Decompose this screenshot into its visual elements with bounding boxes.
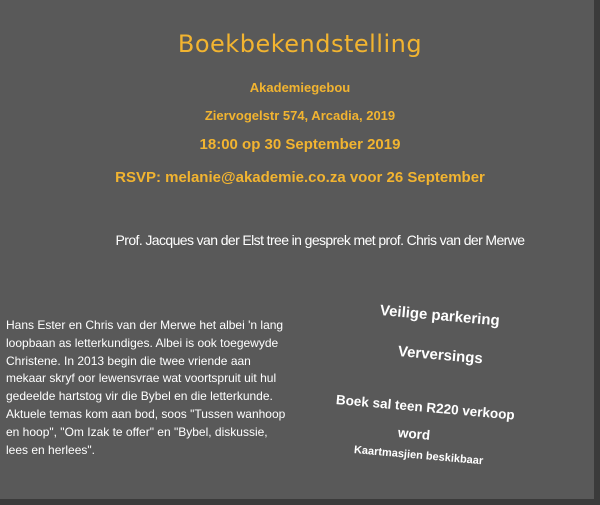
- venue: Akademiegebou: [249, 80, 351, 95]
- book-description: Hans Ester en Chris van der Merwe het albei 'n lang loopbaan as letterkundiges. Albei is ook toegewyde Christene. In 2013 begin die twee vriende aan mekaar skryf oor lewensvrae wat voortspruit uit hul gedeelde hartstog vir die Bybel en die letterkunde. Aktuele temas kom aan bod, soos "Tussen wanhoop en hoop", "Om Izak te offer" en "Bybel, diskussie, lees en herlees".: [6, 318, 286, 457]
- rsvp: RSVP: melanie@akademie.co.za voor 26 September: [115, 169, 485, 186]
- address: Ziervogelstr 574, Arcadia, 2019: [204, 108, 396, 123]
- refreshments-note: Verversings: [397, 343, 484, 368]
- event-datetime: 18:00 op 30 September 2019: [199, 136, 401, 153]
- price-note: Boek sal teen R220 verkoop: [335, 392, 516, 423]
- invitation-title: Boekbekendstelling: [177, 30, 423, 58]
- speaker-subtitle: Prof. Jacques van der Elst tree in gesprek met prof. Chris van der Merwe: [115, 232, 525, 248]
- price-note-continued: word: [397, 425, 431, 443]
- card-machine-note: Kaartmasjien beskikbaar: [353, 444, 484, 468]
- parking-note: Veilige parkering: [379, 302, 501, 330]
